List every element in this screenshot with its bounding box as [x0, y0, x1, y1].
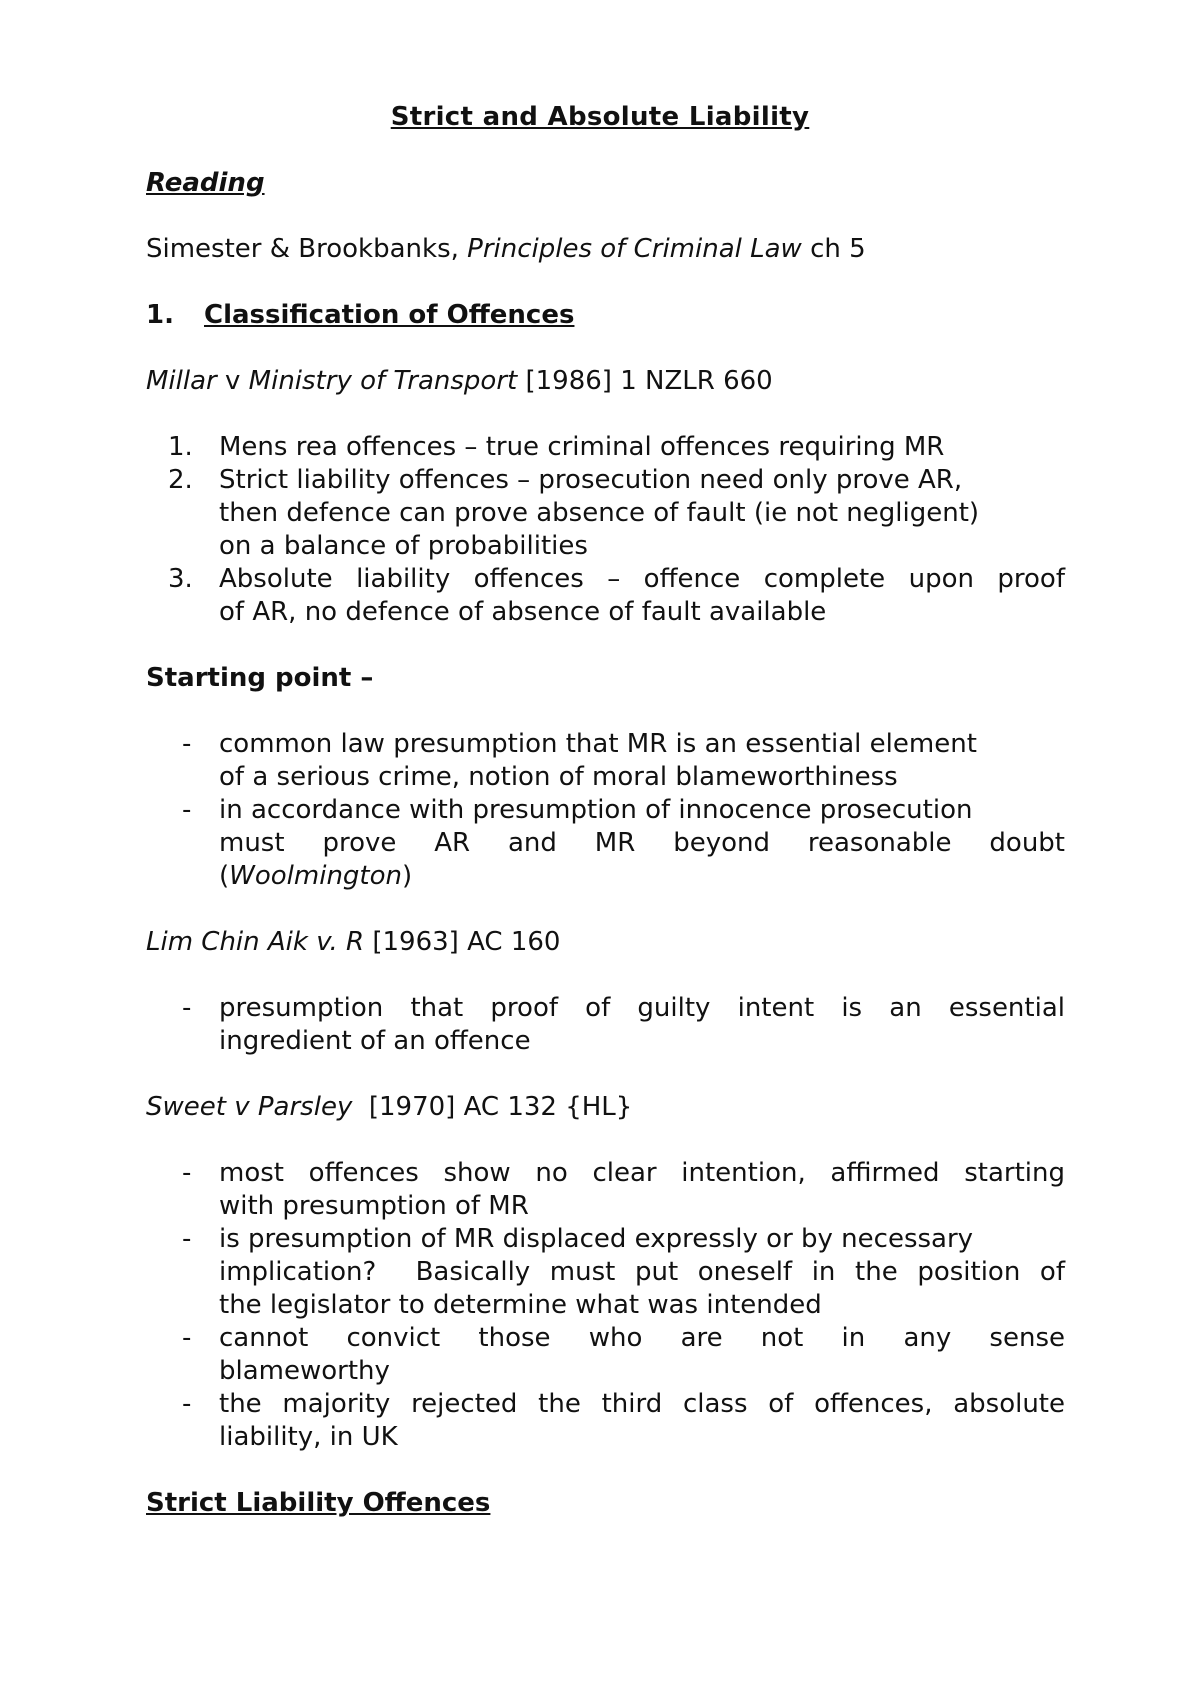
class-2-number: 2.	[168, 465, 193, 495]
class-3-line-2: of AR, no defence of absence of fault available	[219, 597, 827, 627]
sweet-case-name: Sweet v Parsley	[146, 1092, 353, 1122]
lim-bullet-1-line-1: presumption that proof of guilty intent is an essential	[219, 993, 1065, 1023]
millar-citation: [1986] 1 NZLR 660	[517, 366, 773, 396]
lim-bullet-1-dash: -	[182, 993, 192, 1023]
woolmington-paren-open: (	[219, 861, 230, 891]
sweet-bullet-3-line-1: cannot convict those who are not in any sense	[219, 1323, 1065, 1353]
sweet-bullet-2-dash: -	[182, 1224, 192, 1254]
sweet-bullet-4-line-2: liability, in UK	[219, 1422, 398, 1452]
sweet-citation: [1970] AC 132 {HL}	[352, 1092, 633, 1122]
sweet-bullet-2-line-2: implication? Basically must put oneself in the position of	[219, 1257, 1065, 1287]
lim-citation: [1963] AC 160	[364, 927, 561, 957]
document-title: Strict and Absolute Liability	[390, 102, 810, 132]
class-2-line-1: Strict liability offences – prosecution need only prove AR,	[219, 465, 963, 495]
reading-authors: Simester & Brookbanks,	[146, 234, 468, 264]
starting-point-bullet-1-dash: -	[182, 729, 192, 759]
starting-point-bullet-2-line-3	[219, 859, 1065, 893]
sweet-bullet-1-line-1: most offences show no clear intention, affirmed starting	[219, 1158, 1065, 1188]
class-1-text: Mens rea offences – true criminal offences requiring MR	[219, 432, 945, 462]
millar-case-citation	[146, 364, 773, 398]
class-3-number: 3.	[168, 564, 193, 594]
reading-chapter: ch 5	[801, 234, 866, 264]
reading-reference	[146, 232, 866, 266]
woolmington-case: Woolmington	[229, 861, 403, 891]
sweet-bullet-1-dash: -	[182, 1158, 192, 1188]
starting-point-bullet-1-line-2: of a serious crime, notion of moral blameworthiness	[219, 762, 898, 792]
class-2-line-3: on a balance of probabilities	[219, 531, 588, 561]
section-1-number: 1.	[146, 300, 174, 330]
section-1-heading: Classification of Offences	[204, 300, 575, 330]
starting-point-bullet-2-dash: -	[182, 795, 192, 825]
lim-case-citation	[146, 925, 560, 959]
sweet-bullet-2-line-1: is presumption of MR displaced expressly or by necessary	[219, 1224, 974, 1254]
sweet-bullet-3-line-2: blameworthy	[219, 1356, 390, 1386]
strict-liability-heading: Strict Liability Offences	[146, 1488, 491, 1518]
starting-point-heading: Starting point –	[146, 663, 374, 693]
sweet-bullet-4-line-1: the majority rejected the third class of offences, absolute	[219, 1389, 1065, 1419]
sweet-bullet-2-line-3: the legislator to determine what was intended	[219, 1290, 822, 1320]
starting-point-bullet-2-line-1: in accordance with presumption of innocence prosecution	[219, 795, 973, 825]
lim-bullet-1-line-2: ingredient of an offence	[219, 1026, 531, 1056]
sweet-bullet-4-dash: -	[182, 1389, 192, 1419]
sweet-case-citation	[146, 1090, 632, 1124]
millar-respondent: Ministry of Transport	[248, 366, 518, 396]
reading-book-title: Principles of Criminal Law	[467, 234, 802, 264]
starting-point-bullet-1-line-1: common law presumption that MR is an essential element	[219, 729, 977, 759]
sweet-bullet-1-line-2: with presumption of MR	[219, 1191, 529, 1221]
class-3-line-1: Absolute liability offences – offence complete upon proof	[219, 564, 1065, 594]
reading-heading: Reading	[146, 168, 265, 198]
lim-case-name: Lim Chin Aik v. R	[146, 927, 365, 957]
starting-point-bullet-2-line-2: must prove AR and MR beyond reasonable doubt	[219, 828, 1065, 858]
class-2-line-2: then defence can prove absence of fault (ie not negligent)	[219, 498, 980, 528]
woolmington-paren-close: )	[402, 861, 413, 891]
millar-v: v	[216, 366, 249, 396]
class-1-number: 1.	[168, 432, 193, 462]
sweet-bullet-3-dash: -	[182, 1323, 192, 1353]
millar-case-name: Millar	[146, 366, 217, 396]
